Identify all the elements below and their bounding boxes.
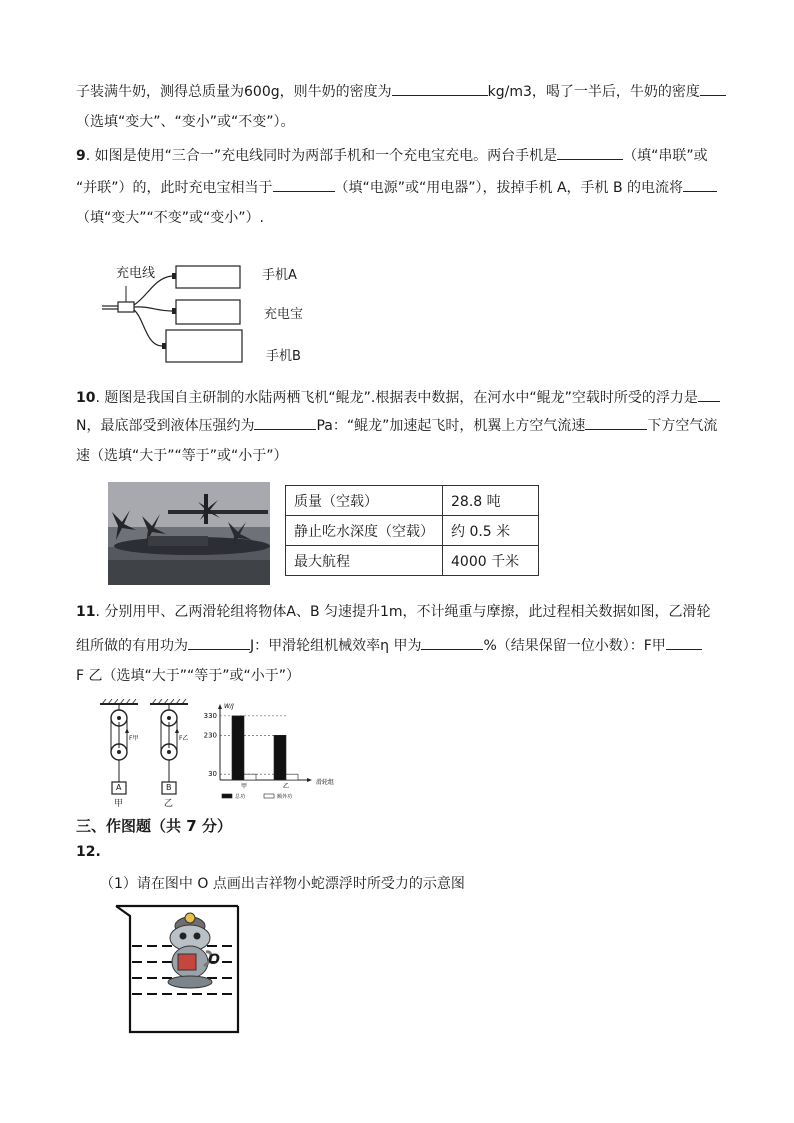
- floating-snake-figure: [112, 902, 252, 1036]
- q10-line1: [76, 386, 720, 408]
- phone-a-box: [176, 266, 240, 288]
- work-bar-chart: [196, 700, 356, 806]
- q8-text-2: kg/m3，喝了一半后，牛奶的密度: [487, 84, 700, 100]
- powerbank-box: [176, 300, 240, 324]
- q9-blank-role[interactable]: [273, 176, 335, 192]
- object-b-label: B: [166, 783, 172, 792]
- table-cell-value: 28.8 吨: [443, 486, 539, 516]
- q9-line3: （填“变大”“不变”或“变小”）.: [76, 210, 264, 226]
- force-jia-label: F甲: [129, 735, 139, 742]
- q9-line1: [76, 144, 708, 166]
- q12-part1: （1）请在图中 O 点画出吉祥物小蛇漂浮时所受力的示意图: [100, 876, 465, 892]
- q10-blank-pressure[interactable]: [254, 414, 316, 430]
- q9-blank-current[interactable]: [683, 176, 717, 192]
- y-axis-arrow: [218, 704, 222, 709]
- q11-blank-efficiency[interactable]: [421, 634, 483, 650]
- table-cell-label: 静止吃水深度（空载）: [286, 516, 443, 546]
- y-tick-label: 330: [203, 711, 217, 720]
- legend-swatch: [222, 794, 232, 798]
- y-tick-label: 230: [203, 731, 217, 740]
- q9-text-2: （填“串联”或: [623, 148, 708, 164]
- bar-total-1: [274, 735, 286, 780]
- cable-hub: [118, 302, 134, 312]
- table-row: [286, 516, 539, 546]
- q9-text-1: . 如图是使用“三合一”充电线同时为两部手机和一个充电宝充电。两台手机是: [85, 148, 558, 164]
- phone-b-box: [166, 330, 242, 362]
- q8-blank-change[interactable]: [700, 80, 726, 96]
- phone-a-label: 手机A: [262, 268, 297, 283]
- legend-label: 总功: [235, 794, 246, 800]
- q11-text-2: 组所做的有用功为: [76, 638, 188, 654]
- q11-line1: [76, 602, 711, 622]
- caption-yi: 乙: [164, 799, 174, 809]
- q10-line3: 速（选填“大于”“等于”或“小于”）: [76, 448, 288, 464]
- seaplane-photo: [108, 482, 270, 585]
- q11-text-4: %（结果保留一位小数）：F甲: [483, 638, 666, 654]
- x-tick-label: 甲: [240, 783, 248, 790]
- bar-extra-1: [286, 774, 298, 780]
- x-tick-label: 乙: [282, 783, 290, 790]
- q11-number: 11: [76, 604, 96, 620]
- q9-line2: [76, 176, 717, 198]
- table-cell-value: 4000 千米: [443, 546, 539, 576]
- y-axis-label: W/J: [224, 703, 234, 710]
- q8-line2: （选填“变大”、“变小”或“不变”）。: [76, 114, 295, 130]
- legend-swatch: [264, 794, 274, 798]
- x-axis-label: 滑轮组: [316, 779, 335, 786]
- y-tick-label: 30: [208, 770, 217, 779]
- q10-text-4: 下方空气流: [647, 418, 718, 434]
- q11-text-3: J：甲滑轮组机械效率η 甲为: [250, 638, 422, 654]
- q11-text-1: . 分别用甲、乙两滑轮组将物体A、B 匀速提升1m，不计绳重与摩擦，此过程相关数据如图，乙滑轮: [95, 604, 711, 620]
- object-a-label: A: [116, 783, 122, 792]
- powerbank-label: 充电宝: [264, 307, 304, 322]
- bar-total-0: [232, 716, 244, 780]
- q11-line2: [76, 634, 702, 656]
- beaker-svg: [112, 902, 252, 1036]
- q8-line1: [76, 80, 726, 102]
- q11-line3: F 乙（选填“大于”“等于”或“小于”）: [76, 668, 301, 684]
- charging-diagram: [100, 256, 340, 372]
- q8-blank-density[interactable]: [392, 80, 488, 96]
- q10-blank-airflow[interactable]: [585, 414, 647, 430]
- bar-extra-0: [244, 774, 256, 780]
- q9-number: 9: [76, 148, 86, 164]
- q9-text-4: （填“电源”或“用电器”），拔掉手机 A，手机 B 的电流将: [334, 180, 684, 196]
- q10-line2: [76, 414, 717, 436]
- q12-number: 12.: [76, 844, 101, 860]
- cable-label: 充电线: [116, 266, 156, 281]
- table-cell-label: 质量（空载）: [286, 486, 443, 516]
- section3-title: 三、作图题（共 7 分）: [76, 817, 232, 835]
- q10-text-1: . 题图是我国自主研制的水陆两栖飞机“鲲龙”.根据表中数据，在河水中“鲲龙”空载时所受的浮力是: [95, 390, 698, 406]
- seaplane-illustration: [108, 482, 270, 585]
- q9-blank-connection[interactable]: [557, 144, 623, 160]
- table-cell-label: 最大航程: [286, 546, 443, 576]
- q10-blank-buoyancy[interactable]: [698, 386, 720, 402]
- q10-text-2: N，最底部受到液体压强约为: [76, 418, 255, 434]
- kunlong-data-table: [285, 485, 539, 576]
- x-axis-arrow: [307, 778, 312, 782]
- table-row: [286, 546, 539, 576]
- force-yi-label: F乙: [179, 735, 189, 742]
- work-chart-svg: [196, 700, 356, 806]
- table-row: [286, 486, 539, 516]
- q10-number: 10: [76, 390, 96, 406]
- q11-blank-force[interactable]: [666, 634, 702, 650]
- table-cell-value: 约 0.5 米: [443, 516, 539, 546]
- q8-text-1: 子装满牛奶，测得总质量为600g，则牛奶的密度为: [76, 84, 392, 100]
- legend-label: 额外功: [277, 794, 293, 800]
- q9-text-3: “并联”）的，此时充电宝相当于: [76, 180, 273, 196]
- q10-text-3: Pa：“鲲龙”加速起飞时，机翼上方空气流速: [316, 418, 586, 434]
- q11-blank-useful-work[interactable]: [188, 634, 250, 650]
- phone-b-label: 手机B: [266, 349, 301, 364]
- caption-jia: 甲: [114, 799, 124, 809]
- point-o-label: O: [208, 952, 220, 968]
